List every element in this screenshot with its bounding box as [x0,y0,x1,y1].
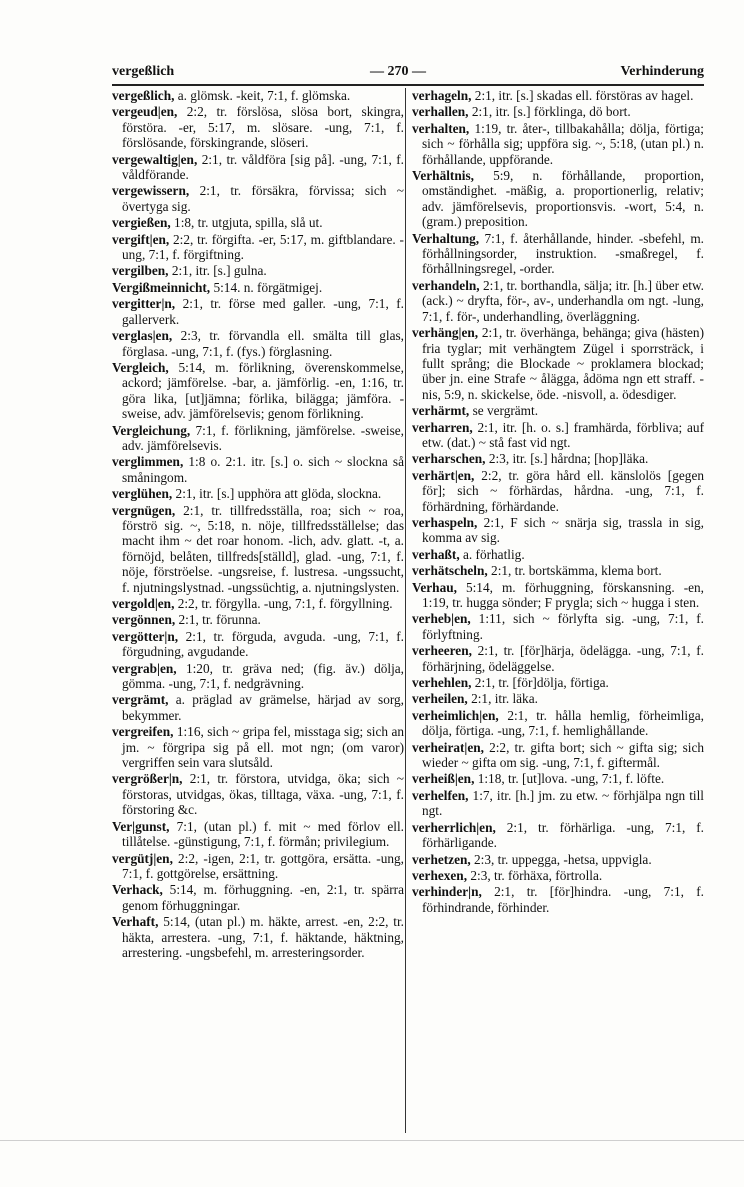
entry-headword: verheiß|en, [412,771,475,787]
entry-definition: 1:20, tr. gräva ned; (fig. äv.) dölja, gömma. -ung, 7:1, f. nedgrävning. [122,660,404,692]
dictionary-entry [112,263,404,278]
entry-headword: verhärt|en, [412,467,475,483]
dictionary-entry [112,280,404,295]
entry-definition: 1:8 o. 2:1. itr. [s.] o. sich ~ slockna så småningom. [122,454,404,485]
entry-headword: verglimmen, [112,454,184,470]
dictionary-entry [412,643,704,674]
entry-definition: 5:14, m. förlikning, överenskommelse, ackord; jämförelse. -bar, a. jämförlig. -en, 1:16, tr. göra lika, [ut]jämna; förlika, bilägga; jämföra. -sweise, adv. jämförelsevis; genom förlikning. [122,359,404,422]
dictionary-entry [412,611,704,642]
dictionary-entry [412,403,704,418]
dictionary-entry [112,596,404,611]
entry-headword: verhageln, [412,88,472,103]
dictionary-entry [412,88,704,103]
entry-headword: verhelfen, [412,787,469,803]
entry-definition: 2:3, tr. förhäxa, förtrolla. [470,867,603,883]
entry-definition: 2:1, tr. tillfredsställa, roa; sich ~ roa, förströ sig. ~, 5:18, n. nöje, tillfredsställelse; das macht ihm ~ det roar honom. -lich, adv. glatt. -t, a. förnöjd, belåten, tillfreds[ställd], glad. -ung, 7:1, f. nöje, förströelse. -ungsreise, f. lustresa. -ungssucht, f. njutningslystnad. -ungssüchtig, a. njutningslysten. [122,502,404,595]
entry-headword: Vergißmeinnicht, [112,279,211,295]
dictionary-entry [112,183,404,214]
entry-headword: Verhältnis, [412,168,474,184]
entry-headword: vergütj|en, [112,850,173,866]
entry-definition: 2:1, itr. läka. [471,691,538,707]
entry-definition: 7:1, f. återhållande, hinder. -sbefehl, m. förhållningsorder, instruktion. -smaßregel, f. förhållningsregel, -order. [422,230,704,277]
entry-definition: 5:14, m. förhuggning. -en, 2:1, tr. spärra genom förhuggningar. [122,882,404,913]
dictionary-entry [112,629,404,660]
entry-definition: 2:1, tr. bortskämma, klema bort. [491,563,662,579]
header-first-word: vergeßlich [112,64,175,79]
entry-headword: verhehlen, [412,675,472,691]
dictionary-entry [112,360,404,422]
dictionary-entry [112,661,404,692]
dictionary-entry [112,692,404,723]
entry-definition: 1:16, sich ~ gripa fel, misstaga sig; sich an jm. ~ förgripa sig på ell. mot ngn; (om varor) vergriffen sein vara slutsåld. [122,724,404,771]
entry-definition: 2:1, tr. [för]härja, ödelägga. -ung, 7:1, f. förhärjning, ödeläggelse. [422,643,704,674]
dictionary-entry [112,486,404,501]
entry-definition: 2:1, tr. förstora, utvidga, öka; sich ~ förstoras, utvidgas, ökas, tilltaga, växa. -ung, 7:1, f. förstoring &c. [122,771,404,818]
entry-definition: 2:3, tr. förvandla ell. smälta till glas, förglasa. -ung, 7:1, f. (fys.) förglasning. [122,328,404,359]
entry-definition: 2:3, tr. uppegga, -hetsa, uppvigla. [474,851,652,867]
entry-headword: verhallen, [412,104,469,120]
entry-headword: verhexen, [412,867,468,883]
dictionary-entry [412,884,704,915]
entry-headword: verhätscheln, [412,563,488,579]
dictionary-entry [412,771,704,786]
entry-headword: verhäng|en, [412,325,479,341]
dictionary-entry [412,820,704,851]
dictionary-entry [412,868,704,883]
entry-headword: vergönnen, [112,612,176,628]
dictionary-entry [112,724,404,770]
header-last-word: Verhinderung [620,64,704,79]
dictionary-entry [412,451,704,466]
dictionary-entry [112,612,404,627]
entry-headword: verheeren, [412,643,472,659]
dictionary-entry [412,691,704,706]
entry-headword: verharschen, [412,451,486,467]
dictionary-entry [412,420,704,451]
dictionary-entry [112,503,404,595]
entry-definition: 2:1, itr. [h. o. s.] framhärda, förbliva; auf etw. (dat.) ~ stå fast vid ngt. [422,419,704,450]
entry-headword: verglas|en, [112,328,173,344]
entry-headword: Ver|gunst, [112,818,170,834]
entry-headword: verheilen, [412,691,468,707]
entry-definition: 2:1, itr. [s.] upphöra att glöda, slockna. [175,486,382,502]
entry-definition: 2:2, tr. göra hård ell. känslolös [gegen för]; sich ~ förhärdas, hårdna. -ung, 7:1, f. förhärdning, förhärdande. [422,467,704,514]
entry-headword: vergreifen, [112,724,174,740]
dictionary-entry [112,423,404,454]
dictionary-entry [412,740,704,771]
entry-headword: verharren, [412,419,473,435]
entry-definition: 2:1, itr. [s.] förklinga, dö bort. [471,104,631,120]
entry-headword: vergeßlich, [112,88,175,103]
entry-definition: 2:1, tr. förunna. [178,612,261,628]
entry-definition: 1:18, tr. [ut]lova. -ung, 7:1, f. löfte. [477,771,665,787]
header-rule [112,84,704,86]
entry-definition: 1:11, sich ~ förlyfta sig. -ung, 7:1, f. förlyftning. [422,611,704,642]
dictionary-entry [112,914,404,960]
entry-headword: Vergleichung, [112,422,191,438]
entry-definition: a. glömsk. -keit, 7:1, f. glömska. [177,88,351,103]
dictionary-entry [112,152,404,183]
dictionary-entry [412,852,704,867]
entry-definition: 2:1, tr. hålla hemlig, förheimliga, dölja, förtiga. -ung, 7:1, f. hemlighållande. [422,707,704,739]
entry-definition: 5:14. n. förgätmigej. [213,279,323,295]
dictionary-entry [412,104,704,119]
entry-definition: 2:3, itr. [s.] hårdna; [hop]läka. [488,451,649,467]
entry-headword: verheirat|en, [412,739,484,755]
entry-definition: 2:2, tr. förgylla. -ung, 7:1, f. förgyllning. [177,596,393,611]
entry-definition: 7:1, f. förlikning, jämförelse. -sweise, adv. jämförelsevis. [122,422,404,453]
entry-headword: verhetzen, [412,851,471,867]
entry-headword: Verhaltung, [412,230,480,246]
entry-headword: verhalten, [412,120,470,136]
dictionary-entry [412,675,704,690]
entry-definition: 2:1, tr. överhänga, behänga; giva (hästen) fria tyglar; mit verhängtem Zügel i sporrsträck, i fullt språng; die Blockade ~ proklamera blockad; über jn. eine Strafe ~ ålägga, ådöma ngn ett straff. -nis, 5:9, n. skickelse, öde. -nisvoll, a. ödesdiger. [422,325,704,402]
dictionary-entry [112,882,404,913]
entry-headword: vergötter|n, [112,628,179,644]
entry-headword: vergilben, [112,263,169,279]
entry-headword: vergift|en, [112,231,170,247]
dictionary-entry [112,296,404,327]
dictionary-entry [112,215,404,230]
entry-headword: Verhack, [112,882,163,898]
entry-definition: 1:19, tr. åter-, tillbakahålla; dölja, förtiga; sich ~ förhålla sig; uppföra sig. ~, 5:18, (utan pl.) n. förhållande, uppförande. [422,120,704,167]
entry-headword: vergrößer|n, [112,771,183,787]
entry-definition: 2:1, tr. [för]hindra. -ung, 7:1, f. förhindrande, förhinder. [422,884,704,915]
entry-definition: 2:1, itr. [s.] skadas ell. förstöras av hagel. [474,88,694,103]
dictionary-entry [112,104,404,150]
entry-definition: 2:1, tr. förguda, avguda. -ung, 7:1, f. förgudning, avgudande. [122,628,404,660]
entry-headword: vergießen, [112,215,171,231]
entry-definition: 2:2, -igen, 2:1, tr. gottgöra, ersätta. -ung, 7:1, f. gottgörelse, ersättning. [122,850,404,881]
entry-definition: 2:2, tr. förgifta. -er, 5:17, m. giftblandare. -ung, 7:1, f. förgiftning. [122,231,404,263]
entry-definition: 1:7, itr. [h.] jm. zu etw. ~ förhjälpa ngn till ngt. [422,787,704,819]
entry-headword: vergewaltig|en, [112,151,198,167]
entry-headword: vergeud|en, [112,104,178,120]
entry-headword: vergrämt, [112,692,169,708]
entry-headword: verhinder|n, [412,884,482,900]
right-column [412,88,704,1133]
entry-definition: a. förhatlig. [462,546,525,562]
entry-headword: Verhaft, [112,914,159,930]
entry-headword: verhandeln, [412,277,480,293]
entry-definition: 5:14, m. förhuggning, förskansning. -en, 1:19, tr. hugga sönder; F prygla; sich ~ hugga i sten. [422,579,704,610]
left-column [112,88,404,1133]
entry-definition: 5:9, n. förhållande, proportion, omständighet. -mäßig, a. proportionerlig, relativ; adv. jämförelsevis, proportionsvis. -wort, 5:4, n. (gram.) preposition. [422,168,704,230]
entry-definition: a. präglad av grämelse, härjad av sorg, bekymmer. [122,692,404,723]
entry-definition: 2:1, tr. försäkra, förvissa; sich ~ övertyga sig. [122,183,404,214]
dictionary-entry [112,819,404,850]
entry-headword: verheimlich|en, [412,707,499,723]
dictionary-entry [412,278,704,324]
page-header [112,60,704,86]
dictionary-entry [112,232,404,263]
dictionary-entry [412,515,704,546]
page-number: — 270 — [370,64,426,79]
entry-definition: 2:1, tr. förhärliga. -ung, 7:1, f. förhärligande. [422,819,704,851]
entry-headword: Verhau, [412,579,457,595]
dictionary-entry [412,563,704,578]
dictionary-entry [112,771,404,817]
column-divider [405,88,406,1133]
dictionary-entry [412,580,704,611]
entry-headword: Vergleich, [112,359,169,375]
entry-definition: 1:8, tr. utgjuta, spilla, slå ut. [174,215,323,231]
entry-definition: 2:1, tr. borthandla, sälja; itr. [h.] über etw. (ack.) ~ dryfta, för-, av-, underhandla om ngt. -lung, 7:1, f. för-, underhandling, överläggning. [422,277,704,324]
entry-definition: 7:1, (utan pl.) f. mit ~ med förlov ell. tillåtelse. -günstigung, 7:1, f. förmån; privilegium. [122,818,404,850]
entry-headword: vergitter|n, [112,296,176,312]
dictionary-entry [412,121,704,167]
entry-definition: 2:1, tr. våldföra [sig på]. -ung, 7:1, f. våldförande. [122,151,404,183]
entry-headword: verhaßt, [412,546,460,562]
entry-definition: 2:1, itr. [s.] gulna. [171,263,267,279]
dictionary-entry [112,88,404,103]
entry-definition: se vergrämt. [472,403,539,419]
dictionary-entry [412,788,704,819]
entry-definition: 5:14, (utan pl.) m. häkte, arrest. -en, 2:2, tr. häkta, arrestera. -ung, 7:1, f. häktande, häktning, arrestering. -ungsbefehl, m. arresteringsorder. [122,914,404,960]
entry-headword: verhaspeln, [412,514,478,530]
dictionary-entry [412,325,704,402]
page-bottom-edge [0,1140,744,1141]
entry-headword: verheb|en, [412,611,471,627]
dictionary-entry [412,708,704,739]
entry-headword: vergnügen, [112,502,176,518]
dictionary-entry [412,468,704,514]
entry-definition: 2:1, F sich ~ snärja sig, trassla in sig, komma av sig. [422,514,704,546]
entry-definition: 2:2, tr. förslösa, slösa bort, skingra, förstöra. -er, 5:17, m. slösare. -ung, 7:1, f. förslösande, förskingrande, slöseri. [122,104,404,151]
entry-headword: vergold|en, [112,596,175,611]
entry-headword: vergewissern, [112,183,190,199]
dictionary-entry [112,851,404,882]
entry-definition: 2:1, tr. förse med galler. -ung, 7:1, f. gallerverk. [122,296,404,327]
dictionary-entry [412,168,704,230]
entry-headword: verherrlich|en, [412,819,496,835]
entry-headword: vergrab|en, [112,660,177,676]
entry-definition: 2:2, tr. gifta bort; sich ~ gifta sig; sich wieder ~ gifta om sig. -ung, 7:1, f. giftermål. [422,739,704,771]
dictionary-entry [412,231,704,277]
entry-headword: verglühen, [112,486,173,502]
dictionary-entry [412,547,704,562]
entry-definition: 2:1, tr. [för]dölja, förtiga. [474,675,609,691]
dictionary-entry [112,328,404,359]
entry-headword: verhärmt, [412,403,470,419]
dictionary-entry [112,454,404,485]
